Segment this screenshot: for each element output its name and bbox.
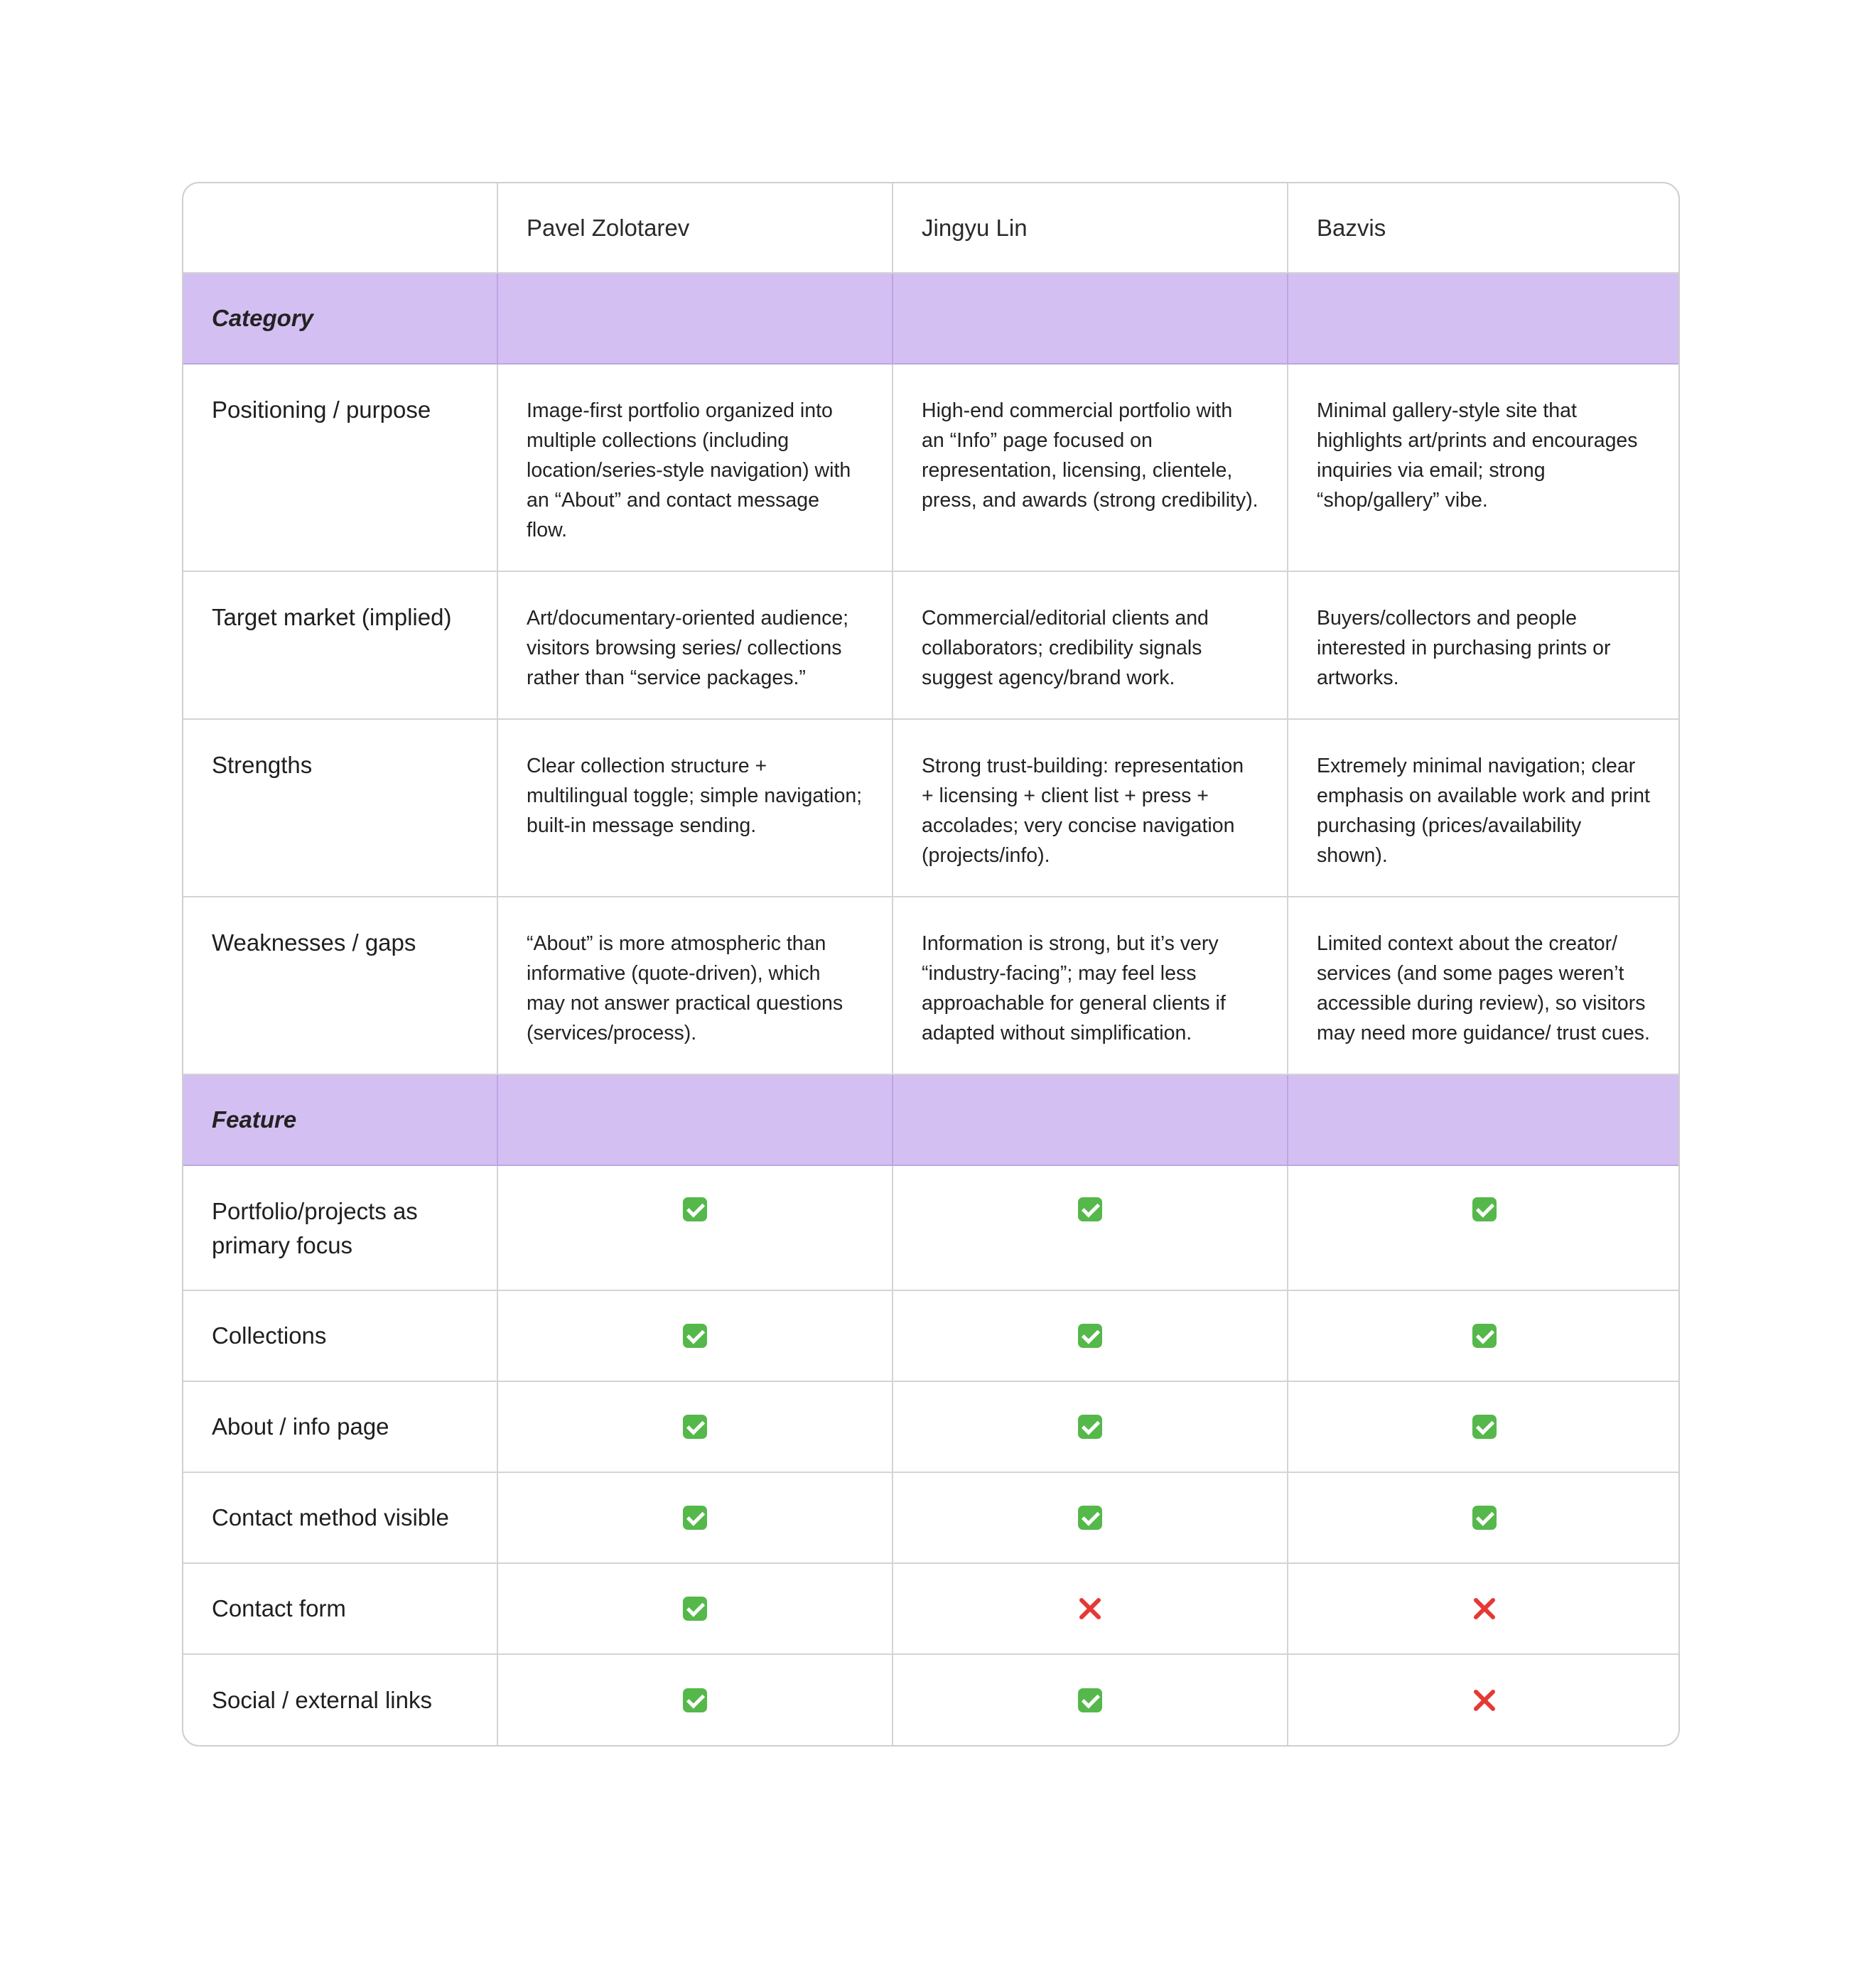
- check-icon: [1472, 1324, 1497, 1348]
- section-cell: [1288, 273, 1680, 364]
- check-icon: [1472, 1415, 1497, 1439]
- table-cell: Commercial/editorial clients and collaborators; credibility signals suggest agency/brand work.: [893, 571, 1288, 719]
- feature-row: [183, 1381, 1680, 1472]
- table-cell: Limited context about the creator/ services (and some pages weren’t accessible during review), so visitors may need more guidance/ trust cues.: [1288, 897, 1680, 1074]
- row-label: Social / external links: [183, 1654, 497, 1745]
- table-row: [183, 364, 1680, 571]
- section-cell: [893, 273, 1288, 364]
- row-label: Contact form: [183, 1563, 497, 1654]
- comparison-grid: [183, 183, 1680, 1745]
- section-row-category: [183, 273, 1680, 364]
- section-cell: [893, 1074, 1288, 1165]
- check-icon: [683, 1415, 707, 1439]
- cross-icon: [1077, 1596, 1103, 1621]
- table-cell: Buyers/collectors and people interested in purchasing prints or artworks.: [1288, 571, 1680, 719]
- table-cell: Art/documentary-oriented audience; visitors browsing series/ collections rather than “service packages.”: [497, 571, 893, 719]
- row-label: Weaknesses / gaps: [183, 897, 497, 1074]
- check-icon: [683, 1506, 707, 1530]
- feature-row: [183, 1654, 1680, 1745]
- table-row: [183, 719, 1680, 897]
- header-row: [183, 183, 1680, 273]
- row-label: Strengths: [183, 719, 497, 897]
- check-icon: [1472, 1197, 1497, 1221]
- section-row-feature: [183, 1074, 1680, 1165]
- section-title: Category: [212, 305, 314, 331]
- check-icon: [1078, 1688, 1102, 1712]
- table-row: [183, 897, 1680, 1074]
- table-cell: High-end commercial portfolio with an “Info” page focused on representation, licensing, clientele, press, and awards (strong credibility).: [893, 364, 1288, 571]
- check-icon: [683, 1688, 707, 1712]
- check-icon: [1472, 1506, 1497, 1530]
- header-corner-cell: [183, 183, 497, 273]
- row-label: Contact method visible: [183, 1472, 497, 1563]
- check-icon: [683, 1197, 707, 1221]
- section-cell: [1288, 1074, 1680, 1165]
- table-cell: Clear collection structure + multilingual toggle; simple navigation; built-in message sending.: [497, 719, 893, 897]
- table-cell: Extremely minimal navigation; clear emphasis on available work and print purchasing (prices/availability shown).: [1288, 719, 1680, 897]
- row-label: Positioning / purpose: [183, 364, 497, 571]
- feature-row: [183, 1563, 1680, 1654]
- row-label: Collections: [183, 1290, 497, 1381]
- row-label: Target market (implied): [183, 571, 497, 719]
- check-icon: [1078, 1324, 1102, 1348]
- section-title: Feature: [212, 1106, 297, 1133]
- check-icon: [1078, 1506, 1102, 1530]
- comparison-table: [182, 182, 1680, 1747]
- feature-row: [183, 1290, 1680, 1381]
- column-header: Bazvis: [1288, 183, 1680, 273]
- feature-row: [183, 1472, 1680, 1563]
- cross-icon: [1472, 1596, 1497, 1621]
- column-header: Pavel Zolotarev: [497, 183, 893, 273]
- check-icon: [1078, 1415, 1102, 1439]
- check-icon: [1078, 1197, 1102, 1221]
- feature-row: [183, 1165, 1680, 1290]
- cross-icon: [1472, 1688, 1497, 1713]
- table-cell: Strong trust-building: representation + licensing + client list + press + accolades; very concise navigation (projects/info).: [893, 719, 1288, 897]
- table-cell: Information is strong, but it’s very “industry-facing”; may feel less approachable for general clients if adapted without simplification.: [893, 897, 1288, 1074]
- section-cell: [497, 1074, 893, 1165]
- table-cell: Image-first portfolio organized into multiple collections (including location/series-style navigation) with an “About” and contact message flow.: [497, 364, 893, 571]
- row-label: About / info page: [183, 1381, 497, 1472]
- check-icon: [683, 1324, 707, 1348]
- table-cell: “About” is more atmospheric than informative (quote-driven), which may not answer practical questions (services/process).: [497, 897, 893, 1074]
- section-cell: [497, 273, 893, 364]
- table-cell: Minimal gallery-style site that highlights art/prints and encourages inquiries via email; strong “shop/gallery” vibe.: [1288, 364, 1680, 571]
- table-row: [183, 571, 1680, 719]
- row-label: Portfolio/projects as primary focus: [183, 1165, 497, 1290]
- column-header: Jingyu Lin: [893, 183, 1288, 273]
- check-icon: [683, 1597, 707, 1621]
